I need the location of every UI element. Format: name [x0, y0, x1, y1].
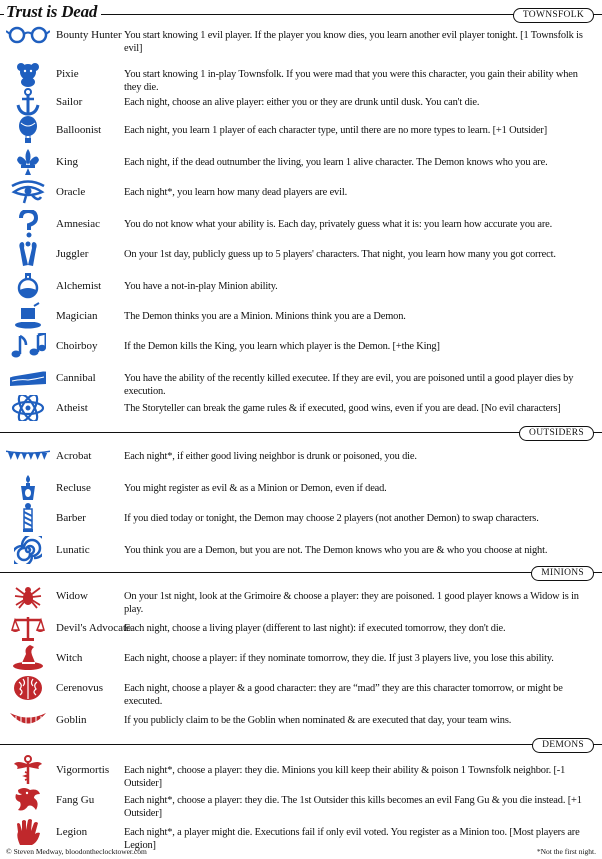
question-mark-icon: [6, 210, 50, 238]
character-ability: You do not know what your ability is. Each day, privately guess what it is: you learn how accurate you are.: [124, 219, 553, 230]
section-label-demons: DEMONS: [532, 738, 594, 753]
music-notes-icon: [6, 332, 50, 360]
first-night-footnote: *Not the first night.: [536, 847, 596, 856]
character-ability: Each night, choose a player: if they nominate tomorrow, they die. If just 3 players live, you lose this ability.: [124, 653, 554, 664]
character-row-vigormortis: [0, 756, 602, 789]
character-row-cannibal: [0, 364, 602, 397]
character-ability: On your 1st night, look at the Grimoire & choose a player: they are poisoned. 1 good player knows a Widow is in play.: [124, 591, 579, 615]
script-title: Trust is Dead: [4, 2, 101, 22]
character-row-alchemist: [0, 272, 602, 300]
character-ability: Each night*, choose a player: they die. Minions you kill keep their ability & poison 1 Townsfolk neighbor. [-1 Outsider]: [124, 765, 566, 789]
character-name: Legion: [56, 826, 88, 838]
scales-icon: [6, 614, 50, 642]
character-name: Juggler: [56, 248, 89, 260]
fleur-de-lis-icon: [6, 148, 50, 176]
section-divider: [0, 572, 602, 573]
pie-slice-icon: [6, 364, 50, 392]
character-row-acrobat: [0, 444, 602, 468]
alchemy-flask-icon: [6, 272, 50, 300]
character-row-amnesiac: [0, 210, 602, 238]
character-row-barber: [0, 504, 602, 532]
character-row-pixie: [0, 60, 602, 93]
character-row-balloonist: [0, 116, 602, 144]
character-row-witch: [0, 644, 602, 672]
character-row-choirboy: [0, 332, 602, 360]
character-ability: Each night, if the dead outnumber the living, you learn 1 alive character. The Demon knows who you are.: [124, 157, 548, 168]
grin-icon: [6, 706, 50, 734]
character-ability: Each night*, a player might die. Executions fail if only evil voted. You register as a Minion too. [Most players are Legion]: [124, 827, 580, 851]
atom-icon: [6, 394, 50, 422]
character-ability: You think you are a Demon, but you are not. The Demon knows who you are & who you choose at night.: [124, 545, 548, 556]
character-row-cerenovus: [0, 674, 602, 707]
character-name: King: [56, 156, 78, 168]
hand-print-icon: [6, 818, 50, 846]
anchor-icon: [6, 88, 50, 116]
spider-icon: [6, 582, 50, 610]
character-ability: The Demon thinks you are a Minion. Minions think you are a Demon.: [124, 311, 406, 322]
character-name: Amnesiac: [56, 218, 100, 230]
character-name: Barber: [56, 512, 86, 524]
character-ability: You have a not-in-play Minion ability.: [124, 281, 278, 292]
section-label-townsfolk: TOWNSFOLK: [513, 8, 594, 23]
character-name: Cerenovus: [56, 682, 104, 694]
character-ability: You start knowing 1 in-play Townsfolk. If you were mad that you were this character, you gain their ability when they die.: [124, 69, 578, 93]
brain-icon: [6, 674, 50, 702]
character-name: Choirboy: [56, 340, 98, 352]
character-row-devil-s-advocate: [0, 614, 602, 642]
teddy-bear-icon: [6, 60, 50, 88]
character-row-bounty-hunter: [0, 22, 602, 54]
character-name: Balloonist: [56, 124, 102, 136]
section-label-minions: MINIONS: [531, 566, 594, 581]
dragon-icon: [6, 786, 50, 814]
eye-of-horus-icon: [6, 178, 50, 206]
magician-hat-icon: [6, 302, 50, 330]
character-ability: If you publicly claim to be the Goblin when nominated & are executed that day, your team wins.: [124, 715, 512, 726]
character-row-lunatic: [0, 536, 602, 564]
character-row-magician: [0, 302, 602, 330]
character-name: Acrobat: [56, 450, 92, 462]
character-name: Oracle: [56, 186, 86, 198]
character-ability: You start knowing 1 evil player. If the player you know dies, you learn another evil player tonight. [1 Townsfolk is evil]: [124, 30, 583, 54]
copyright-credit: © Steven Medway, bloodontheclocktower.com: [6, 847, 147, 856]
lantern-icon: [6, 474, 50, 502]
character-name: Fang Gu: [56, 794, 95, 806]
spiral-icon: [6, 536, 50, 564]
character-name: Vigormortis: [56, 764, 110, 776]
character-name: Cannibal: [56, 372, 96, 384]
character-row-atheist: [0, 394, 602, 422]
section-divider: [0, 432, 602, 433]
character-row-recluse: [0, 474, 602, 502]
character-name: Bounty Hunter: [56, 29, 122, 41]
character-name: Alchemist: [56, 280, 102, 292]
glasses-icon: [6, 22, 50, 48]
character-name: Magician: [56, 310, 98, 322]
character-ability: Each night, you learn 1 player of each character type, until there are no more types to learn. [+1 Outsider]: [124, 125, 548, 136]
character-row-juggler: [0, 240, 602, 268]
character-name: Widow: [56, 590, 88, 602]
character-name: Goblin: [56, 714, 87, 726]
character-ability: You might register as evil & as a Minion or Demon, even if dead.: [124, 483, 387, 494]
character-ability: You have the ability of the recently killed executee. If they are evil, you are poisoned until a good player dies by execution.: [124, 373, 574, 397]
character-row-oracle: [0, 178, 602, 206]
character-row-king: [0, 148, 602, 176]
character-ability: If you died today or tonight, the Demon may choose 2 players (not another Demon) to swap characters.: [124, 513, 539, 524]
character-ability: Each night*, you learn how many dead players are evil.: [124, 187, 348, 198]
character-ability: If the Demon kills the King, you learn which player is the Demon. [+the King]: [124, 341, 440, 352]
barber-pole-icon: [6, 504, 50, 532]
character-ability: The Storyteller can break the game rules & if executed, good wins, even if you are dead. [No evil characters]: [124, 403, 561, 414]
character-name: Lunatic: [56, 544, 90, 556]
section-divider: [0, 744, 602, 745]
character-name: Pixie: [56, 68, 79, 80]
bunting-icon: [6, 444, 50, 468]
juggling-pins-icon: [6, 240, 50, 268]
witch-hat-icon: [6, 644, 50, 672]
character-ability: Each night*, choose a player: they die. The 1st Outsider this kills becomes an evil Fang Gu & you die instead. [+1 Outsider]: [124, 795, 582, 819]
character-name: Atheist: [56, 402, 88, 414]
character-ability: Each night*, if either good living neighbor is drunk or poisoned, you die.: [124, 451, 417, 462]
character-ability: Each night, choose a living player (different to last night): if executed tomorrow, they don't die.: [124, 623, 506, 634]
character-name: Recluse: [56, 482, 91, 494]
character-name: Witch: [56, 652, 83, 664]
character-ability: Each night, choose an alive player: either you or they are drunk until dusk. You can't die.: [124, 97, 480, 108]
character-name: Devil's Advocate: [56, 622, 131, 634]
character-row-goblin: [0, 706, 602, 734]
character-row-legion: [0, 818, 602, 851]
character-row-fang-gu: [0, 786, 602, 819]
character-name: Sailor: [56, 96, 83, 108]
winged-staff-icon: [6, 756, 50, 784]
character-ability: Each night, choose a player & a good character: they are “mad” they are this character tomorrow, or might be executed.: [124, 683, 563, 707]
balloon-icon: [6, 116, 50, 144]
character-row-sailor: [0, 88, 602, 116]
character-ability: On your 1st day, publicly guess up to 5 players' characters. That night, you learn how many you got correct.: [124, 249, 556, 260]
character-row-widow: [0, 582, 602, 615]
section-label-outsiders: OUTSIDERS: [519, 426, 594, 441]
